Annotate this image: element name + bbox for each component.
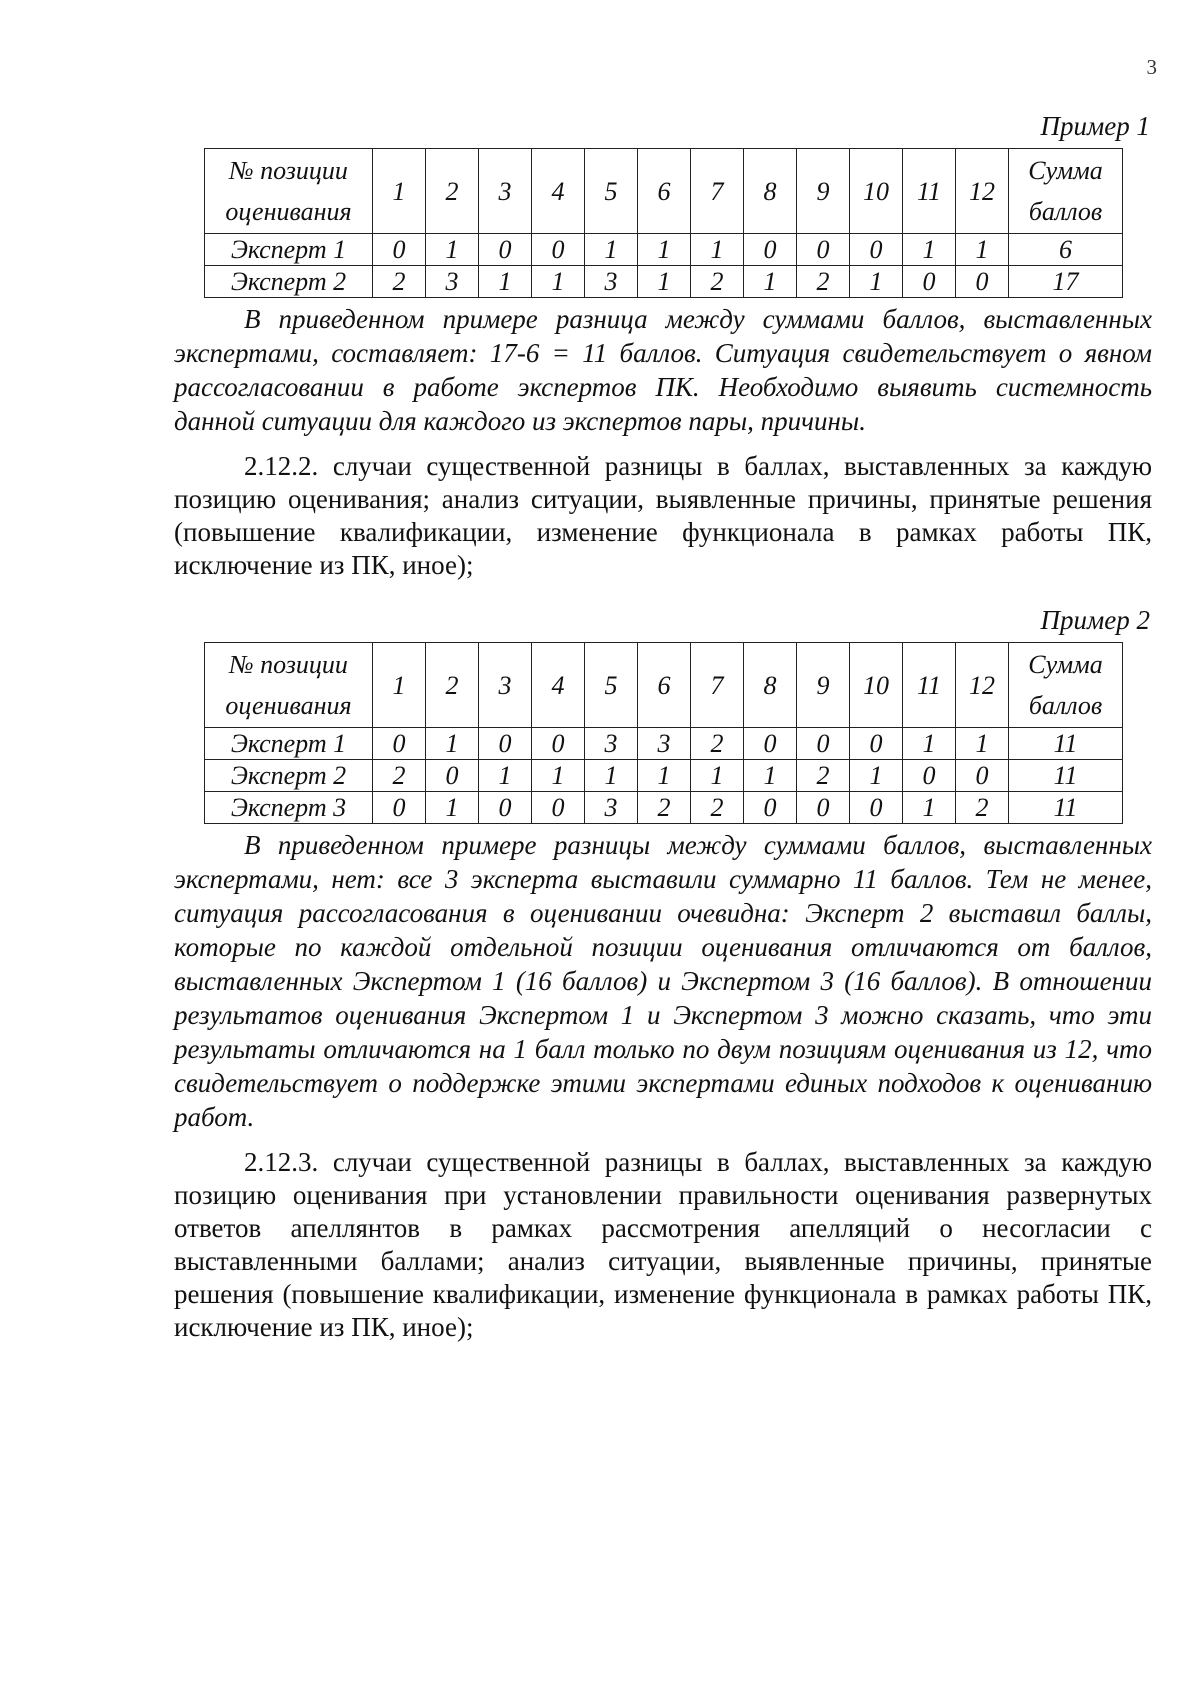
column-header-cell: 11 (903, 149, 956, 234)
example-1-table (204, 148, 1123, 298)
column-header-cell: 1 (373, 149, 426, 234)
score-cell: 0 (532, 234, 585, 266)
score-cell: 0 (373, 728, 426, 760)
score-cell: 2 (373, 266, 426, 298)
sum-header-line1: Сумма (1028, 650, 1103, 679)
score-cell: 2 (797, 760, 850, 792)
column-header-cell: 6 (638, 643, 691, 728)
position-header-line2: оценивания (225, 197, 352, 226)
paragraph-2-12-2: 2.12.2. случаи существенной разницы в баллах, выставленных за каждую позицию оценивания; анализ ситуации, выявленные причины, принятые решения (повышение квалификации, изменение функционала в рамках работы ПК, исключение из ПК, иное); (174, 451, 1152, 580)
position-header-cell (205, 643, 373, 728)
table-row (205, 728, 1123, 760)
score-cell: 1 (638, 760, 691, 792)
score-cell: 0 (797, 728, 850, 760)
column-header-cell: 12 (956, 643, 1009, 728)
column-header-cell: 11 (903, 643, 956, 728)
expert-name-cell: Эксперт 1 (205, 728, 373, 760)
score-cell: 1 (956, 728, 1009, 760)
column-header-cell: 7 (691, 149, 744, 234)
score-cell: 1 (638, 234, 691, 266)
score-cell: 1 (479, 760, 532, 792)
table-row (205, 266, 1123, 298)
position-header-line1: № позиции (229, 650, 348, 679)
score-cell: 3 (585, 266, 638, 298)
example-2-note: В приведенном примере разницы между суммами баллов, выставленных экспертами, нет: все 3 эксперта выставили суммарно 11 баллов. Тем не менее, ситуация рассогласования в оценивании очевидна: Эксперт 2 выставил баллы, которые по каждой отдельной позиции оценивания отличаются от баллов, выставленных Экспертом 1 (16 баллов) и Экспертом 3 (16 баллов). В отношении результатов оценивания Экспертом 1 и Экспертом 3 можно сказать, что эти результаты отличаются на 1 балл только по двум позициям оценивания из 12, что свидетельствует о поддержке этими экспертами единых подходов к оцениванию работ. (174, 830, 1152, 1132)
column-header-cell: 10 (850, 149, 903, 234)
score-cell: 1 (532, 760, 585, 792)
score-cell: 0 (956, 760, 1009, 792)
score-cell: 0 (903, 760, 956, 792)
table-row (205, 234, 1123, 266)
column-header-cell: 10 (850, 643, 903, 728)
column-header-cell: 6 (638, 149, 691, 234)
column-header-cell: 5 (585, 149, 638, 234)
score-cell: 0 (903, 266, 956, 298)
score-cell: 2 (373, 760, 426, 792)
score-cell: 0 (797, 234, 850, 266)
column-header-cell: 8 (744, 149, 797, 234)
score-cell: 0 (532, 792, 585, 824)
score-cell: 3 (585, 792, 638, 824)
score-cell: 0 (744, 792, 797, 824)
sum-header-line1: Сумма (1028, 156, 1103, 185)
page-content (174, 110, 1152, 1344)
score-cell: 2 (691, 266, 744, 298)
score-cell: 1 (903, 234, 956, 266)
score-cell: 1 (426, 728, 479, 760)
score-cell: 1 (850, 266, 903, 298)
score-cell: 0 (744, 234, 797, 266)
score-cell: 0 (373, 234, 426, 266)
example-2-table (204, 642, 1123, 824)
score-cell: 1 (426, 792, 479, 824)
score-cell: 1 (585, 760, 638, 792)
column-header-cell: 4 (532, 643, 585, 728)
table-header-row (205, 643, 1123, 728)
sum-header-cell (1009, 643, 1123, 728)
table-header-row (205, 149, 1123, 234)
column-header-cell: 3 (479, 149, 532, 234)
score-cell: 1 (532, 266, 585, 298)
sum-cell: 17 (1009, 266, 1123, 298)
score-cell: 1 (585, 234, 638, 266)
column-header-cell: 8 (744, 643, 797, 728)
score-cell: 1 (903, 792, 956, 824)
score-cell: 0 (479, 728, 532, 760)
example-2-label: Пример 2 (1040, 605, 1150, 635)
position-header-line2: оценивания (225, 691, 352, 720)
example-1-label: Пример 1 (1040, 111, 1150, 141)
score-cell: 0 (850, 234, 903, 266)
score-cell: 1 (426, 234, 479, 266)
score-cell: 1 (638, 266, 691, 298)
score-cell: 3 (638, 728, 691, 760)
column-header-cell: 5 (585, 643, 638, 728)
column-header-cell: 9 (797, 643, 850, 728)
score-cell: 2 (956, 792, 1009, 824)
score-cell: 1 (956, 234, 1009, 266)
score-cell: 3 (426, 266, 479, 298)
sum-cell: 11 (1009, 728, 1123, 760)
expert-name-cell: Эксперт 1 (205, 234, 373, 266)
score-cell: 0 (956, 266, 1009, 298)
score-cell: 2 (691, 792, 744, 824)
page-number: 3 (1146, 55, 1157, 79)
column-header-cell: 12 (956, 149, 1009, 234)
sum-header-line2: баллов (1028, 197, 1103, 226)
score-cell: 0 (426, 760, 479, 792)
paragraph-2-12-3: 2.12.3. случаи существенной разницы в баллах, выставленных за каждую позицию оценивания при установлении правильности оценивания развернутых ответов апеллянтов в рамках рассмотрения апелляций о несогласии с выставленными баллами; анализ ситуации, выявленные причины, принятые решения (повышение квалификации, изменение функционала в рамках работы ПК, исключение из ПК, иное); (174, 1147, 1152, 1342)
expert-name-cell: Эксперт 2 (205, 760, 373, 792)
column-header-cell: 4 (532, 149, 585, 234)
column-header-cell: 9 (797, 149, 850, 234)
score-cell: 0 (744, 728, 797, 760)
score-cell: 1 (903, 728, 956, 760)
position-header-line1: № позиции (229, 156, 348, 185)
column-header-cell: 2 (426, 149, 479, 234)
score-cell: 2 (797, 266, 850, 298)
score-cell: 1 (479, 266, 532, 298)
position-header-cell (205, 149, 373, 234)
table-row (205, 760, 1123, 792)
score-cell: 0 (797, 792, 850, 824)
table-row (205, 792, 1123, 824)
score-cell: 3 (585, 728, 638, 760)
score-cell: 1 (691, 760, 744, 792)
score-cell: 0 (532, 728, 585, 760)
column-header-cell: 3 (479, 643, 532, 728)
score-cell: 1 (691, 234, 744, 266)
score-cell: 1 (744, 760, 797, 792)
column-header-cell: 2 (426, 643, 479, 728)
sum-header-line2: баллов (1028, 691, 1103, 720)
sum-cell: 11 (1009, 792, 1123, 824)
score-cell: 2 (691, 728, 744, 760)
score-cell: 0 (479, 792, 532, 824)
score-cell: 0 (479, 234, 532, 266)
score-cell: 0 (850, 728, 903, 760)
expert-name-cell: Эксперт 3 (205, 792, 373, 824)
column-header-cell: 7 (691, 643, 744, 728)
example-1-note: В приведенном примере разница между суммами баллов, выставленных экспертами, составляет: 17-6 = 11 баллов. Ситуация свидетельствует о явном рассогласовании в работе экспертов ПК. Необходимо выявить системность данной ситуации для каждого из экспертов пары, причины. (174, 304, 1152, 436)
score-cell: 1 (850, 760, 903, 792)
sum-cell: 11 (1009, 760, 1123, 792)
score-cell: 1 (744, 266, 797, 298)
sum-cell: 6 (1009, 234, 1123, 266)
expert-name-cell: Эксперт 2 (205, 266, 373, 298)
score-cell: 0 (850, 792, 903, 824)
column-header-cell: 1 (373, 643, 426, 728)
sum-header-cell (1009, 149, 1123, 234)
score-cell: 0 (373, 792, 426, 824)
score-cell: 2 (638, 792, 691, 824)
